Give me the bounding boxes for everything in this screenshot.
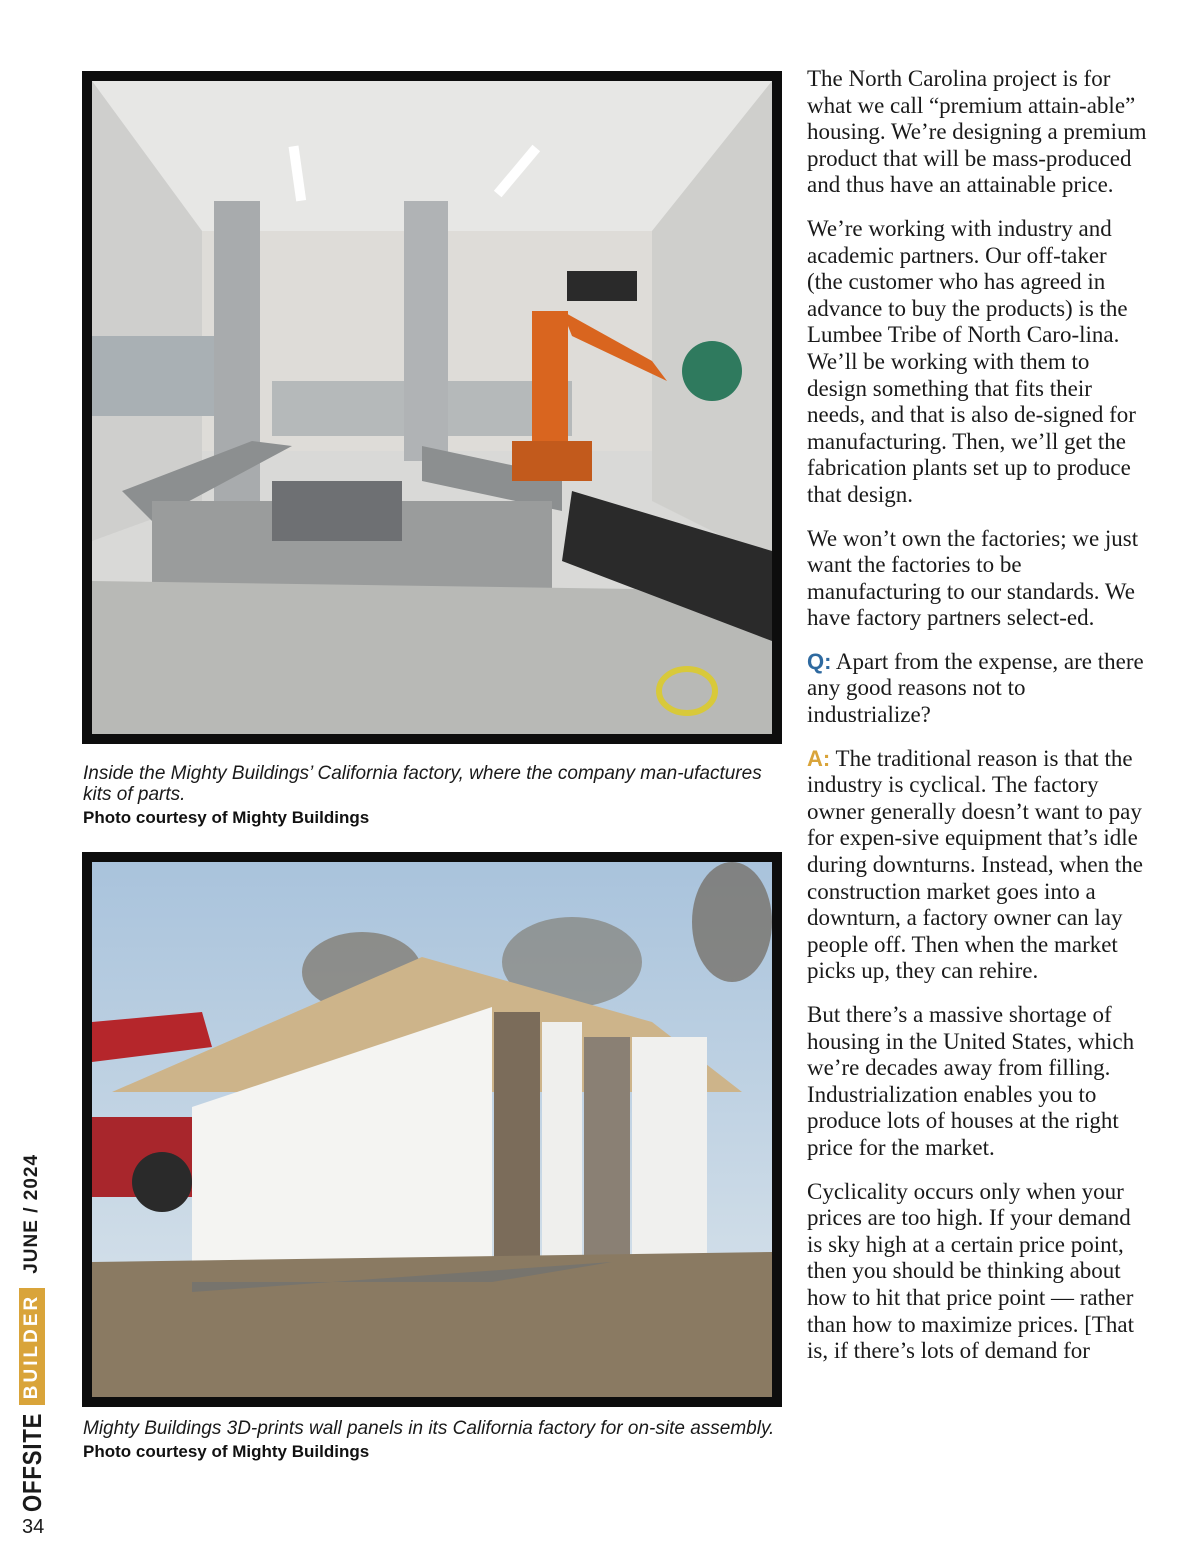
- factory-photo: [82, 71, 782, 744]
- page-number: 34: [22, 1516, 45, 1538]
- answer-label: A:: [807, 745, 831, 771]
- issue-date: JUNE / 2024: [21, 1153, 42, 1274]
- paragraph: We’re working with industry and academic partners. Our off-taker (the customer who has agreed in advance to buy the products) is the Lumbee Tribe of North Caro-lina. We’ll be working with them to design something that fits their needs, and that is also de-signed for manufacturing. Then, we’ll get the fabrication plants set up to produce that design.: [807, 215, 1136, 507]
- caption-text: Inside the Mighty Buildings’ California factory, where the company man-ufactures kits of parts.: [83, 763, 762, 805]
- question-text: Apart from the expense, are there any good reasons not to industrialize?: [807, 648, 1144, 728]
- photo-credit: Photo courtesy of Mighty Buildings: [83, 808, 370, 827]
- answer-text: The traditional reason is that the industry is cyclical. The factory owner generally doesn’t want to pay for expen-sive equipment that’s idle during downturns. Instead, when the construction market goes into a downturn, a factory owner can lay people off. Then when the market picks up, they can rehire.: [807, 745, 1143, 984]
- magazine-logo-builder: BUILDER: [19, 1288, 45, 1405]
- article-body: [807, 66, 1147, 1382]
- house-photo: [82, 852, 782, 1407]
- answer-paragraph: [807, 746, 1147, 985]
- magazine-logo-offsite: OFFSITE: [16, 1412, 47, 1512]
- question-label: Q:: [807, 648, 832, 674]
- paragraph: We won’t own the factories; we just want the factories to be manufacturing to our standards. We have factory partners select-ed.: [807, 525, 1139, 631]
- house-photo-caption: [83, 1418, 783, 1463]
- magazine-spine: [12, 1153, 52, 1520]
- factory-photo-image: [92, 81, 772, 734]
- paragraph: Cyclicality occurs only when your prices are too high. If your demand is sky high at a certain price point, then you should be thinking about how to hit that price point — rather than how to maximize prices. [That is, if there’s lots of demand for: [807, 1178, 1135, 1364]
- house-photo-image: [92, 862, 772, 1397]
- caption-text: Mighty Buildings 3D-prints wall panels in its California factory for on-site assembly.: [83, 1418, 775, 1439]
- paragraph: But there’s a massive shortage of housing in the United States, which we’re decades away from filling. Industrialization enables you to produce lots of houses at the right price for the market.: [807, 1002, 1135, 1160]
- photo-credit: Photo courtesy of Mighty Buildings: [83, 1442, 370, 1461]
- paragraph: The North Carolina project is for what we call “premium attain-able” housing. We’re designing a premium product that will be mass-produced and thus have an attainable price.: [807, 66, 1147, 198]
- question-paragraph: [807, 649, 1147, 729]
- factory-photo-caption: [83, 763, 783, 829]
